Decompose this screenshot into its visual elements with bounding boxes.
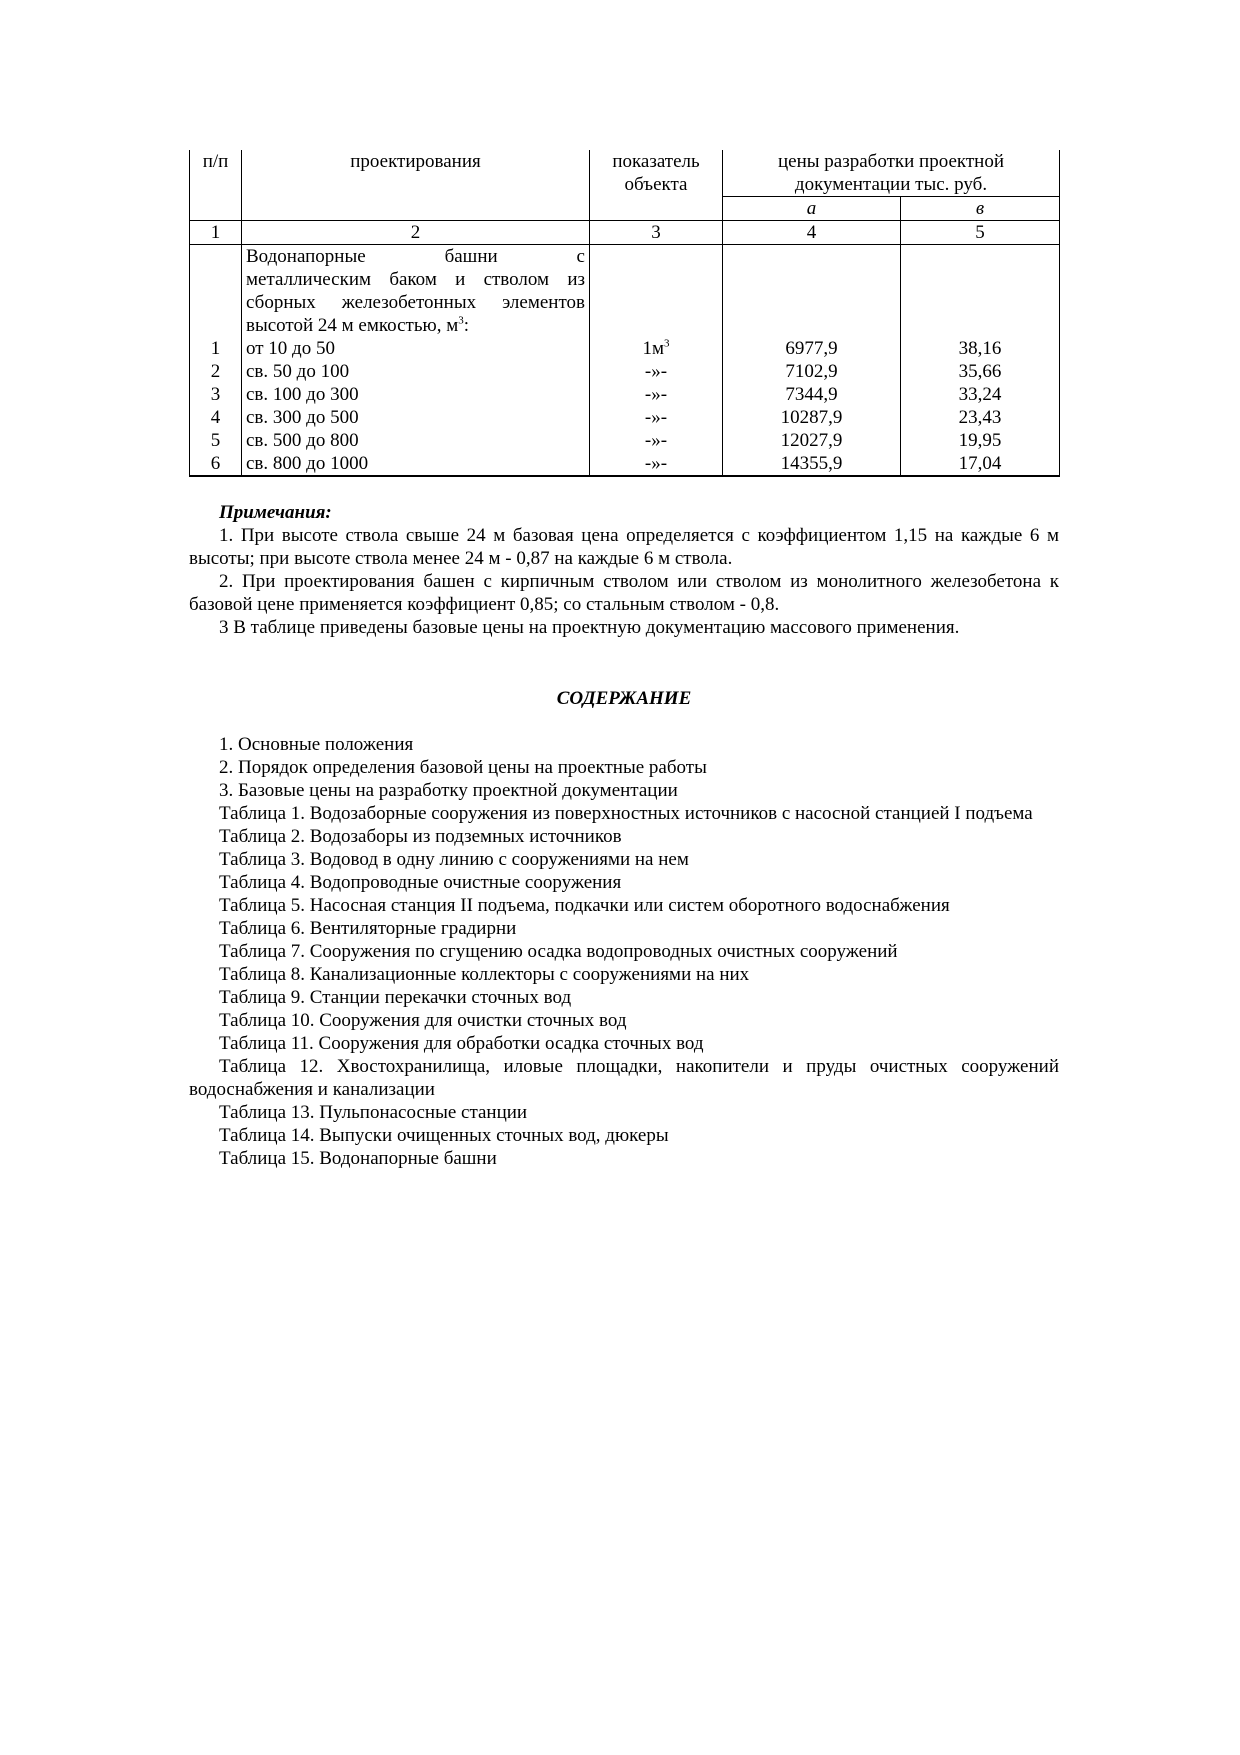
numbering-cell-3: 3 xyxy=(590,221,723,245)
contents-item: 2. Порядок определения базовой цены на проектные работы xyxy=(219,757,707,778)
header-indicator-line2: объекта xyxy=(624,174,688,195)
group-title-tail: : xyxy=(463,315,470,336)
row-num: 5 xyxy=(190,429,242,452)
contents-item: Таблица 14. Выпуски очищенных сточных вод, дюкеры xyxy=(219,1125,669,1146)
row-num: 1 xyxy=(190,337,242,360)
document-page xyxy=(189,150,1059,1170)
contents-item: Таблица 8. Канализационные коллекторы с сооружениями на них xyxy=(219,964,750,985)
numbering-cell-2: 2 xyxy=(242,221,590,245)
contents-item: Таблица 11. Сооружения для обработки осадка сточных вод xyxy=(219,1033,704,1054)
table-row xyxy=(190,452,1060,476)
group-title-line-4 xyxy=(246,314,585,337)
table-row xyxy=(190,360,1060,383)
note-item: 2. При проектирования башен с кирпичным стволом или стволом из монолитного железобетона к базовой цене применяется коэффициент 0,85; со стальным стволом - 0,8. xyxy=(189,571,1059,615)
row-name: св. 300 до 500 xyxy=(242,406,590,429)
group-title-sup: 3 xyxy=(458,314,464,327)
contents-list xyxy=(189,733,1059,1170)
table-subheader-row xyxy=(190,197,1060,221)
row-name: св. 50 до 100 xyxy=(242,360,590,383)
row-price-b: 35,66 xyxy=(901,360,1060,383)
row-unit: -»- xyxy=(590,383,723,406)
row-price-a: 7344,9 xyxy=(723,383,901,406)
contents-item: 1. Основные положения xyxy=(219,734,414,755)
group-unit-empty xyxy=(590,245,723,338)
contents-item: Таблица 12. Хвостохранилища, иловые площадки, накопители и пруды очистных сооружений водоснабжения и канализации xyxy=(189,1056,1059,1100)
row-price-b: 19,95 xyxy=(901,429,1060,452)
table-group-title-row xyxy=(190,245,1060,338)
price-table xyxy=(189,150,1060,477)
row-price-b: 33,24 xyxy=(901,383,1060,406)
contents-item: Таблица 3. Водовод в одну линию с сооружениями на нем xyxy=(219,849,689,870)
row-num: 4 xyxy=(190,406,242,429)
row-num: 3 xyxy=(190,383,242,406)
subheader-empty-3 xyxy=(590,197,723,221)
contents-item: Таблица 6. Вентиляторные градирни xyxy=(219,918,517,939)
row-unit: -»- xyxy=(590,452,723,476)
row-name: св. 500 до 800 xyxy=(242,429,590,452)
header-cell-indicator xyxy=(590,150,723,197)
group-title-line-3: сборных железобетонных элементов xyxy=(246,292,585,313)
row-price-a: 10287,9 xyxy=(723,406,901,429)
group-title xyxy=(242,245,590,338)
subheader-empty-1 xyxy=(190,197,242,221)
header-cell-number: п/п xyxy=(190,150,242,197)
contents-item: Таблица 9. Станции перекачки сточных вод xyxy=(219,987,572,1008)
contents-title: СОДЕРЖАНИЕ xyxy=(556,688,692,709)
contents-item: Таблица 15. Водонапорные башни xyxy=(219,1148,497,1169)
row-price-b: 23,43 xyxy=(901,406,1060,429)
group-num-empty xyxy=(190,245,242,338)
subheader-empty-2 xyxy=(242,197,590,221)
contents-item: Таблица 5. Насосная станция II подъема, подкачки или систем оборотного водоснабжения xyxy=(219,895,950,916)
contents-item: Таблица 1. Водозаборные сооружения из поверхностных источников с насосной станцией I подъема xyxy=(219,803,1033,824)
numbering-cell-4: 4 xyxy=(723,221,901,245)
numbering-cell-5: 5 xyxy=(901,221,1060,245)
group-a-empty xyxy=(723,245,901,338)
row-name: св. 800 до 1000 xyxy=(242,452,590,476)
table-row xyxy=(190,383,1060,406)
row-unit: -»- xyxy=(590,429,723,452)
note-item: 3 В таблице приведены базовые цены на проектную документацию массового применения. xyxy=(219,617,960,638)
header-cell-name: проектирования xyxy=(242,150,590,197)
subheader-b: в xyxy=(901,197,1060,221)
contents-item: Таблица 10. Сооружения для очистки сточных вод xyxy=(219,1010,627,1031)
row-price-a: 6977,9 xyxy=(723,337,901,360)
row-num: 6 xyxy=(190,452,242,476)
row-price-a: 7102,9 xyxy=(723,360,901,383)
notes-heading: Примечания: xyxy=(219,502,332,523)
header-cell-prices xyxy=(723,150,1060,197)
group-title-line-4-text: высотой 24 м емкостью, м xyxy=(246,315,459,336)
group-b-empty xyxy=(901,245,1060,338)
row-unit-sup: 3 xyxy=(664,337,670,350)
contents-item: Таблица 7. Сооружения по сгущению осадка водопроводных очистных сооружений xyxy=(219,941,898,962)
row-name: св. 100 до 300 xyxy=(242,383,590,406)
group-title-line-1: Водонапорные башни с xyxy=(246,246,585,267)
row-unit: -»- xyxy=(590,360,723,383)
row-price-a: 14355,9 xyxy=(723,452,901,476)
row-price-b: 17,04 xyxy=(901,452,1060,476)
table-header-row xyxy=(190,150,1060,197)
group-title-line-2: металлическим баком и стволом из xyxy=(246,269,585,290)
row-unit-text: 1м xyxy=(642,338,665,359)
table-numbering-row xyxy=(190,221,1060,245)
row-unit xyxy=(590,337,723,360)
row-num: 2 xyxy=(190,360,242,383)
note-item: 1. При высоте ствола свыше 24 м базовая цена определяется с коэффициентом 1,15 на каждые 6 м высоты; при высоте ствола менее 24 м - 0,87 на каждые 6 м ствола. xyxy=(189,525,1059,569)
row-name: от 10 до 50 xyxy=(242,337,590,360)
header-prices-line1: цены разработки проектной xyxy=(778,151,1004,172)
contents-item: Таблица 13. Пульпонасосные станции xyxy=(219,1102,528,1123)
contents-item: Таблица 4. Водопроводные очистные сооружения xyxy=(219,872,622,893)
header-indicator-line1: показатель xyxy=(612,151,700,172)
row-price-a: 12027,9 xyxy=(723,429,901,452)
row-price-b: 38,16 xyxy=(901,337,1060,360)
row-unit: -»- xyxy=(590,406,723,429)
table-row xyxy=(190,406,1060,429)
header-prices-line2: документации тыс. руб. xyxy=(794,174,988,195)
notes-section xyxy=(189,501,1059,639)
numbering-cell-1: 1 xyxy=(190,221,242,245)
table-row xyxy=(190,429,1060,452)
subheader-a: а xyxy=(723,197,901,221)
contents-item: 3. Базовые цены на разработку проектной документации xyxy=(219,780,678,801)
table-row xyxy=(190,337,1060,360)
contents-item: Таблица 2. Водозаборы из подземных источников xyxy=(219,826,622,847)
